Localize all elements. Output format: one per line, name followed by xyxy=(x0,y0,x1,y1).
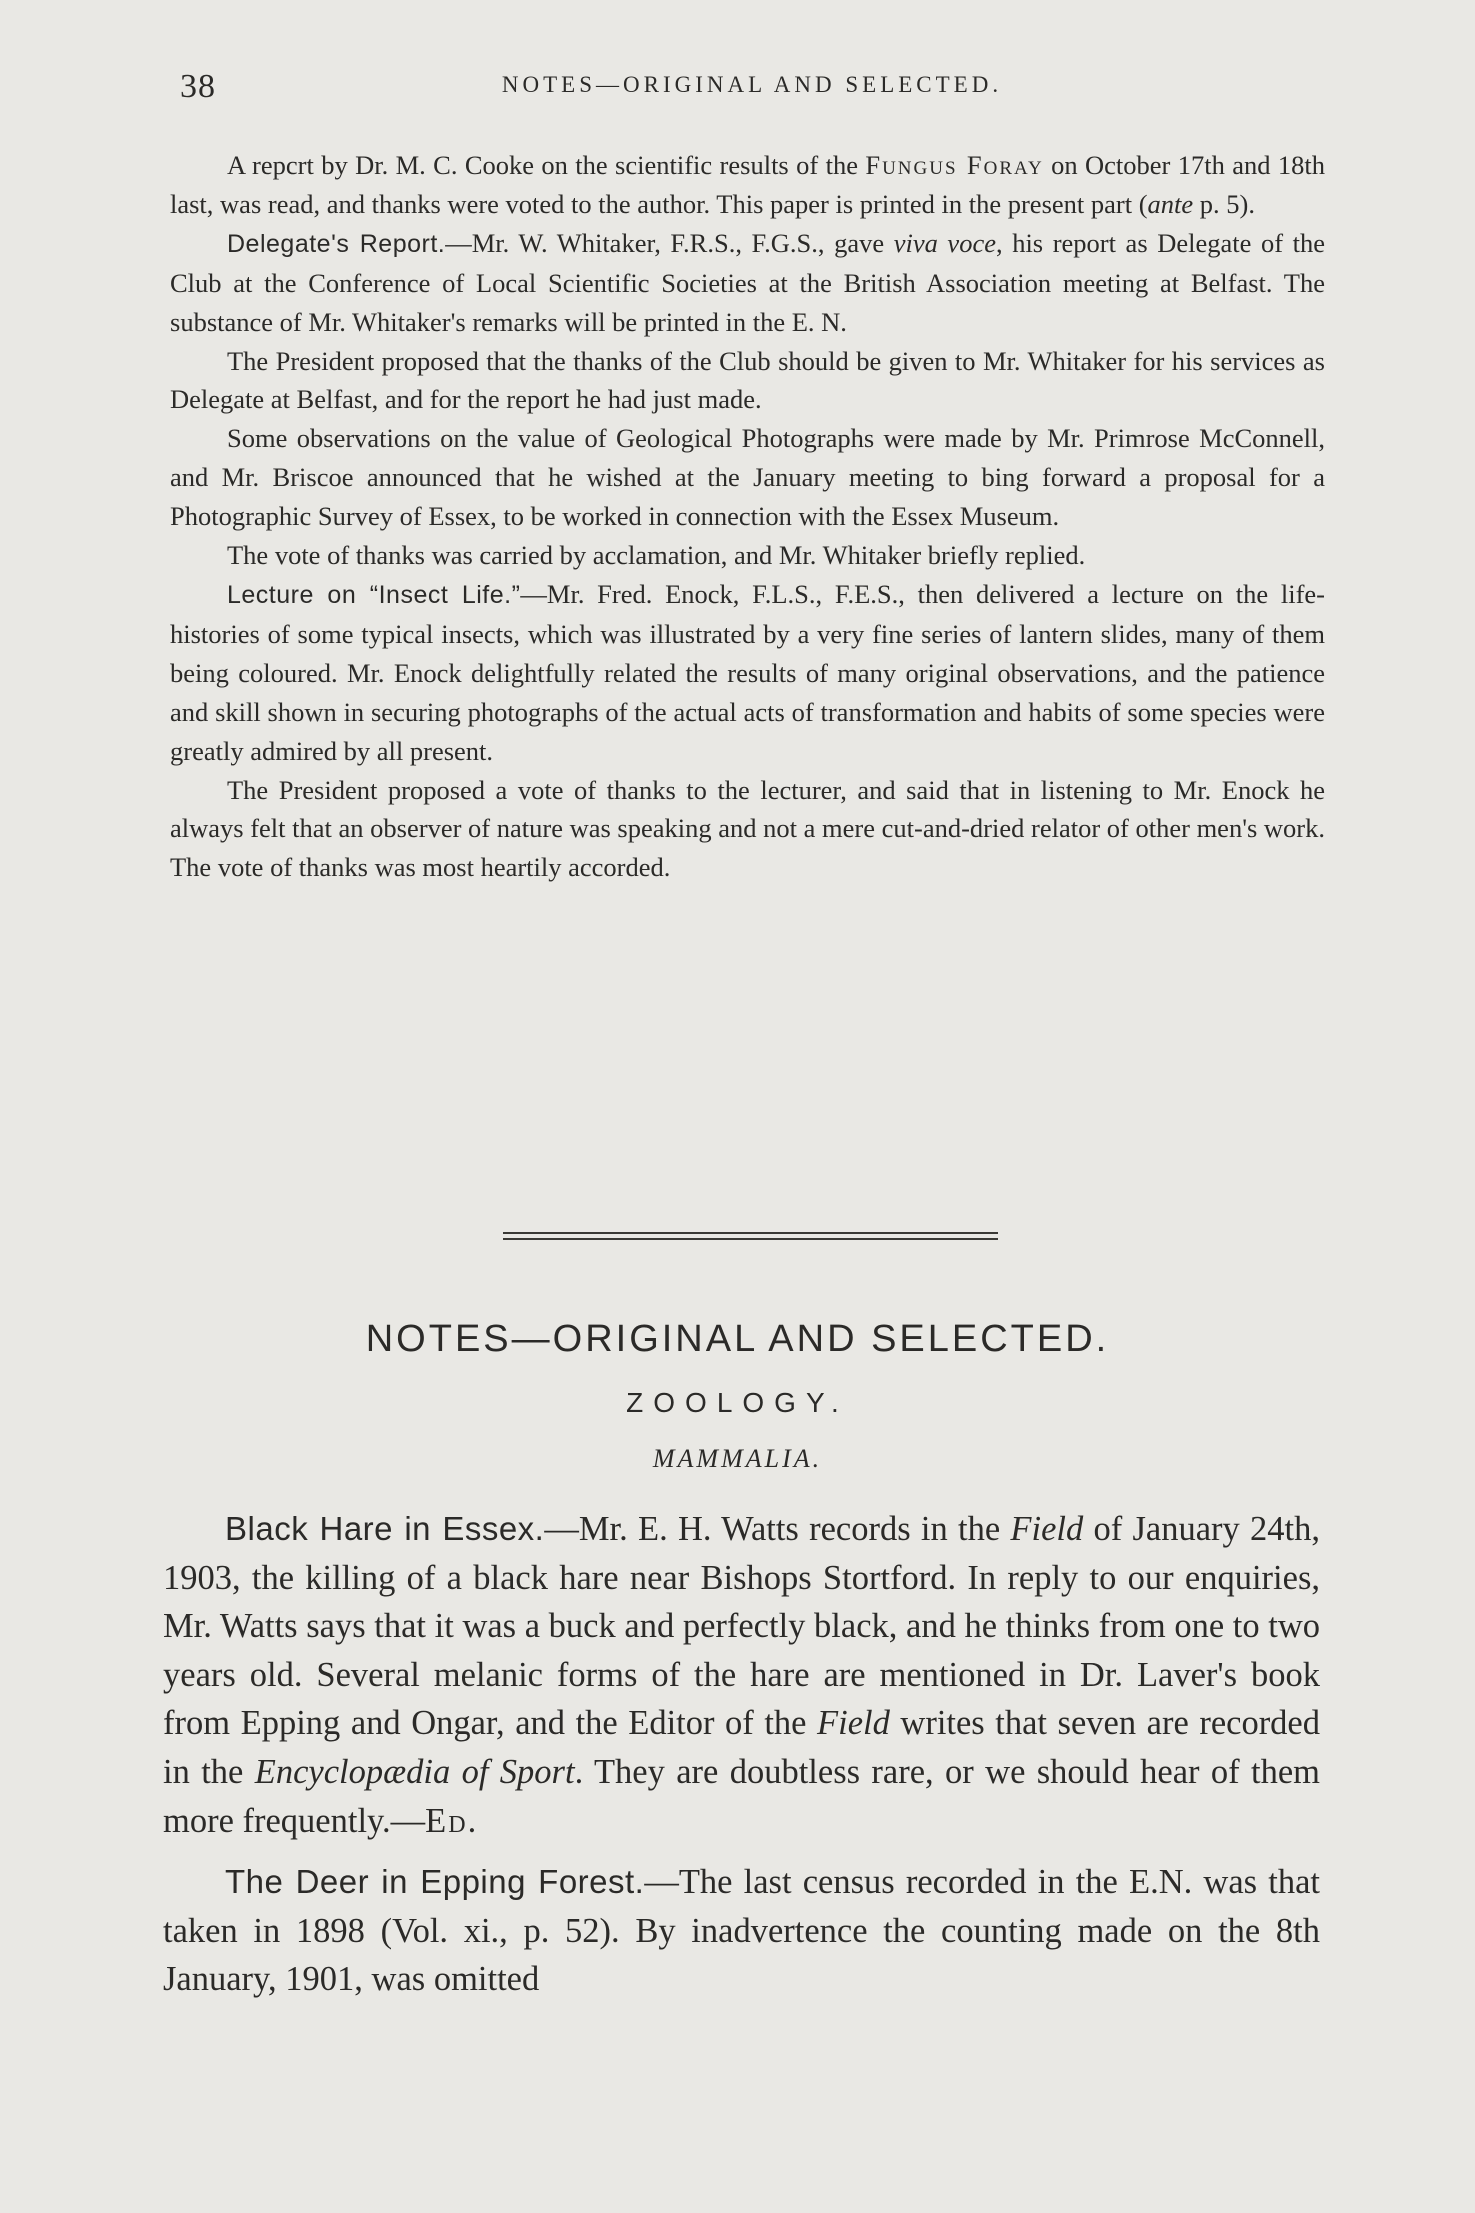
note-heading: Black Hare in Essex. xyxy=(225,1510,545,1547)
subsection-title: ZOOLOGY. xyxy=(626,1387,849,1418)
paragraph-insect-life: Lecture on “Insect Life.”—Mr. Fred. Enock, F.L.S., F.E.S., then delivered a lecture on the life-histories of some typical insects, which was illustrated by a very fine series of lantern slides, many of them being coloured. Mr. Enock delightfully related the results of many original observations, and the patience and skill shown in securing photographs of the actual acts of transformation and habits of some species were greatly admired by all present. xyxy=(170,578,1325,766)
paragraph-heading: Delegate's Report. xyxy=(227,229,446,258)
running-title: NOTES—ORIGINAL AND SELECTED. xyxy=(501,72,1003,97)
note-black-hare: Black Hare in Essex.—Mr. E. H. Watts records in the Field of January 24th, 1903, the killing of a black hare near Bishops Stortford. In reply to our enquiries, Mr. Watts says that it was a buck and perfectly black, and he thinks from one to two years old. Several melanic forms of the hare are mentioned in Dr. Laver's book from Epping and Ongar, and the Editor of the Field writes that seven are recorded in the Encyclopædia of Sport. They are doubtless rare, or we should hear of them more frequently.—Ed. xyxy=(163,1510,1320,1840)
paragraph-vote-carried: The vote of thanks was carried by acclamation, and Mr. Whitaker briefly replied. xyxy=(227,540,1086,571)
paragraph-fungus-foray: A repcrt by Dr. M. C. Cooke on the scientific results of the Fungus Foray on October 17th and 18th last, was read, and thanks were voted to the author. This paper is printed in the present part (ante p. 5). xyxy=(170,150,1325,219)
section-divider xyxy=(503,1232,998,1242)
notes-body xyxy=(163,1505,1320,2017)
meeting-report xyxy=(170,146,1325,887)
paragraph-delegates-report: Delegate's Report.—Mr. W. Whitaker, F.R.S., F.G.S., gave viva voce, his report as Delegate of the Club at the Conference of Local Scientific Societies at the British Association meeting at Belfast. The substance of Mr. Whitaker's remarks will be printed in the E. N. xyxy=(170,227,1325,337)
paragraph-photographs: Some observations on the value of Geological Photographs were made by Mr. Primrose McConnell, and Mr. Briscoe announced that he wished at the January meeting to bing forward a proposal for a Photographic Survey of Essex, to be worked in connection with the Essex Museum. xyxy=(170,423,1325,532)
paragraph-thanks-delegate: The President proposed that the thanks of the Club should be given to Mr. Whitaker for his services as Delegate at Belfast, and for the report he had just made. xyxy=(170,345,1325,415)
section-title: NOTES—ORIGINAL AND SELECTED. xyxy=(365,1318,1110,1360)
note-deer-epping: The Deer in Epping Forest.—The last census recorded in the E.N. was that taken in 1898 (Vol. xi., p. 52). By inadvertence the counting made on the 8th January, 1901, was omitted xyxy=(163,1863,1320,1999)
note-heading: The Deer in Epping Forest. xyxy=(225,1863,645,1901)
paragraph-heading: Lecture on “Insect Life.” xyxy=(227,580,521,609)
running-head xyxy=(172,68,1332,108)
subsubsection-title: MAMMALIA. xyxy=(652,1444,823,1473)
page-number: 38 xyxy=(180,68,216,105)
paragraph-vote-lecturer: The President proposed a vote of thanks to the lecturer, and said that in listening to Mr. Enock he always felt that an observer of nature was speaking and not a mere cut-and-dried relator of other men's work. The vote of thanks was most heartily accorded. xyxy=(170,774,1325,883)
